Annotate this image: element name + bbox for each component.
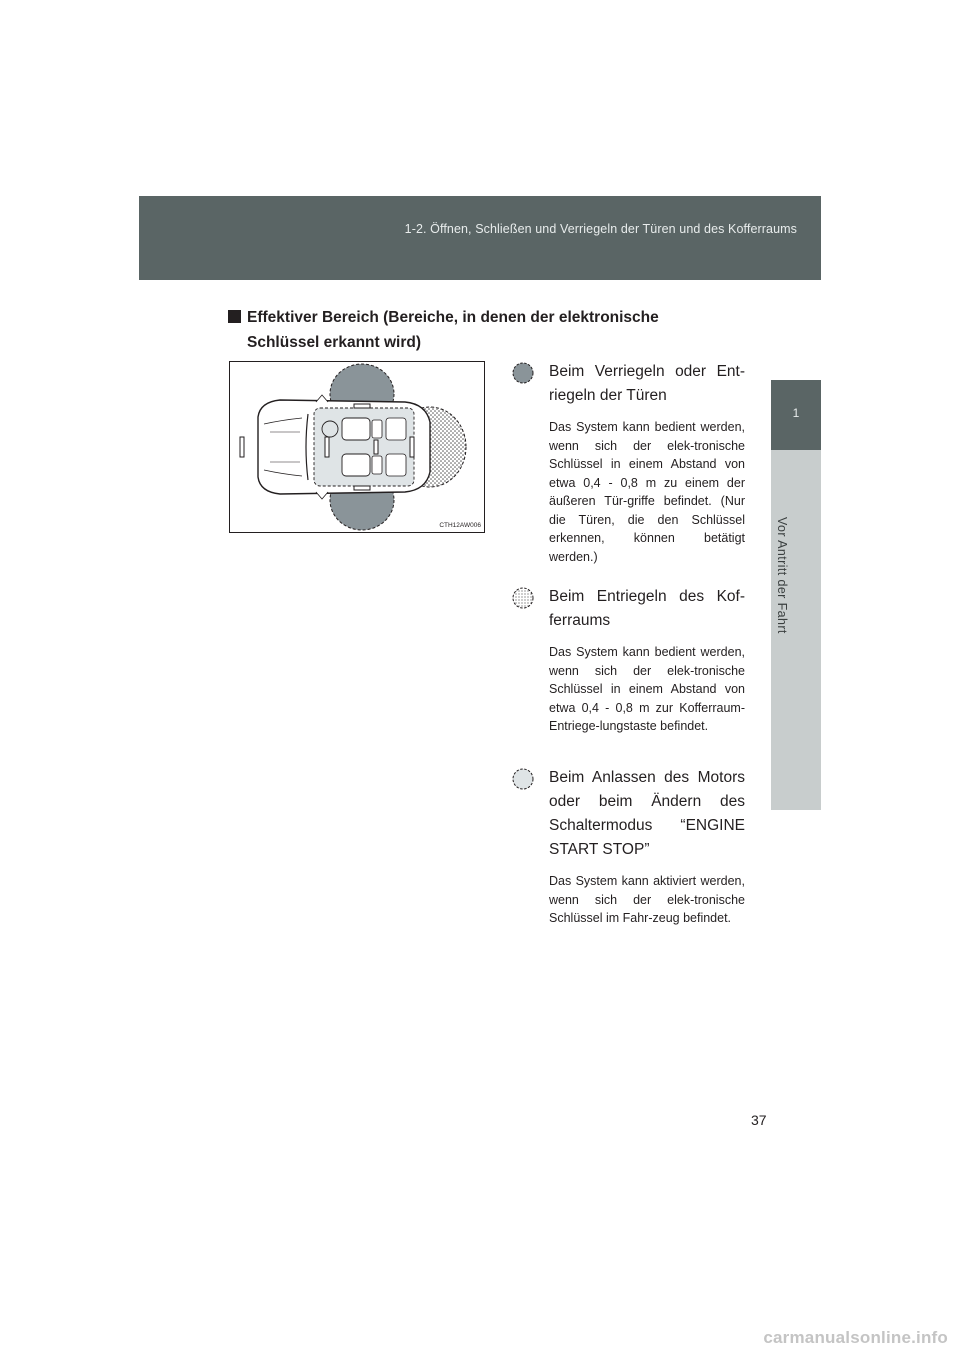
legend-item-doors — [512, 362, 745, 566]
heading-line-1: Effektiver Bereich (Bereiche, in denen der elektronische — [247, 309, 659, 326]
antenna-center — [374, 440, 378, 454]
door-antenna-bottom — [354, 486, 370, 490]
legend-description: Das System kann bedient werden, wenn sich der elek-tronische Schlüssel in einem Abstand von etwa 0,4 - 0,8 m zur Kofferraum-Entriege-lungstaste befindet. — [549, 645, 745, 733]
chapter-tab — [771, 380, 821, 450]
legend-title: Beim Anlassen des Motors oder beim Ändern des Schaltermodus “ENGINE START STOP” — [549, 769, 745, 858]
section-heading — [228, 305, 745, 355]
car-detection-figure — [229, 361, 485, 533]
antenna-front-left — [325, 437, 329, 457]
chapter-side-label: Vor Antritt der Fahrt — [775, 517, 789, 634]
dotted-circle-icon — [512, 587, 534, 609]
legend-description: Das System kann bedient werden, wenn sich der elek-tronische Schlüssel in einem Abstand von etwa 0,4 - 0,8 m zu einem der äußeren Tür-griffe befindet. (Nur die Türen, die den Schlüssel erkennen, können betätigt werden.) — [549, 420, 745, 564]
chapter-header — [139, 196, 821, 280]
legend-item-engine — [512, 768, 745, 928]
legend-item-trunk — [512, 587, 745, 736]
figure-code: CTH12AW006 — [439, 522, 481, 529]
door-antenna-top — [354, 404, 370, 408]
page-number: 37 — [751, 1112, 767, 1128]
heading-line-2: Schlüssel erkannt wird) — [247, 334, 421, 351]
chapter-title: 1-2. Öffnen, Schließen und Verriegeln der Türen und des Kofferraums — [404, 222, 797, 236]
chapter-number: 1 — [792, 406, 800, 420]
square-bullet-icon — [228, 310, 241, 323]
legend-title: Beim Verriegeln oder Ent-riegeln der Türen — [549, 363, 745, 404]
car-top-view-illustration — [230, 362, 484, 532]
antenna-front — [240, 437, 244, 457]
watermark: carmanualsonline.info — [763, 1328, 948, 1347]
light-gray-circle-icon — [512, 768, 534, 790]
antenna-rear — [410, 437, 414, 457]
legend-title: Beim Entriegeln des Kof-ferraums — [549, 588, 745, 629]
solid-gray-circle-icon — [512, 362, 534, 384]
legend-description: Das System kann aktiviert werden, wenn sich der elek-tronische Schlüssel im Fahr-zeug befindet. — [549, 874, 745, 925]
